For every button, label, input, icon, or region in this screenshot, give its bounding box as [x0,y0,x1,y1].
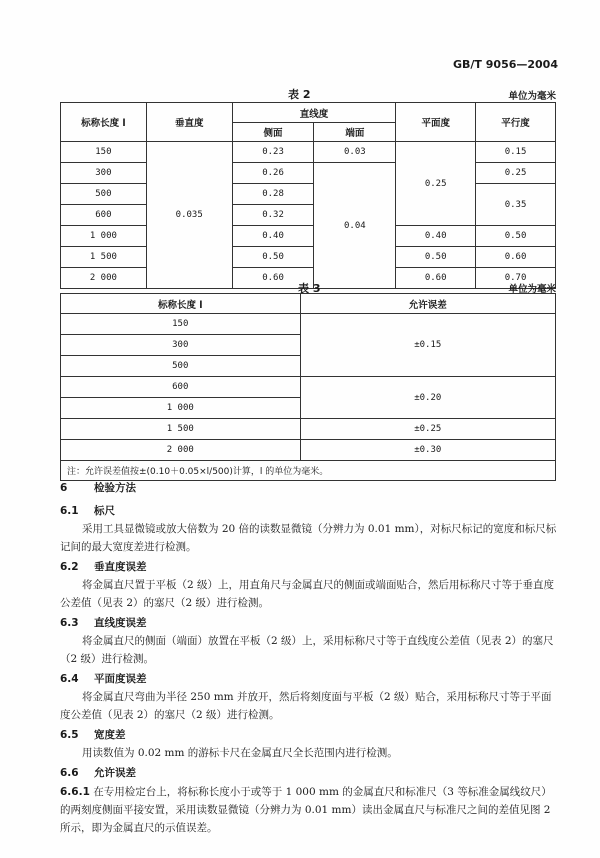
t2-parallel: 0.35 [476,184,556,226]
clause-title: 宽度差 [94,729,126,741]
clause-number: 6.6.1 [60,786,90,798]
clause-text: 用读数值为 0.02 mm 的游标卡尺在金属直尺全长范围内进行检测。 [82,747,398,759]
clause-text: 将金属直尺置于平板（2 级）上，用直角尺与金属直尺的侧面或端面贴合，然后用标称尺寸等于垂直度公差值（见表 2）的塞尺（2 级）进行检测。 [60,579,555,609]
table3 [60,293,556,481]
t2-length: 600 [61,205,147,226]
clause-number: 6.3 [60,617,79,629]
t2-parallel: 0.50 [476,226,556,247]
t2-side: 0.28 [232,184,314,205]
section-title: 检验方法 [94,482,136,494]
t3-header-tolerance: 允许误差 [300,294,556,314]
clause-text: 在专用检定台上，将标称长度小于或等于 1 000 mm 的金属直尺和标准尺（3 等标准金属线纹尺）的两刻度侧面平接安置，采用读数显微镜（分辨力为 0.01 mm）读出金属直尺与标准尺之间的差值见图 2 所示，即为金属直尺的示值误差。 [60,786,552,834]
t2-perp: 0.035 [146,142,232,289]
clause-number: 6.1 [60,505,79,517]
t2-parallel: 0.25 [476,163,556,184]
clause-text: 将金属直尺弯曲为半径 250 mm 并放开，然后将刻度面与平板（2 级）贴合，采用标称尺寸等于平面度公差值（见表 2）的塞尺（2 级）进行检测。 [60,691,552,721]
table2 [60,102,556,289]
t2-side: 0.32 [232,205,314,226]
t2-header-perp: 垂直度 [146,103,232,142]
t3-tolerance: ±0.30 [300,440,556,461]
section-number: 6 [60,482,68,494]
clause-number: 6.4 [60,673,79,685]
clause-text: 采用工具显微镜或放大倍数为 20 倍的读数显微镜（分辨力为 0.01 mm），对标尺标记的宽度和标尺标记间的最大宽度差进行检测。 [60,523,557,553]
t2-flat: 0.25 [396,142,476,226]
t2-flat: 0.60 [396,268,476,289]
table2-caption: 表 2 [288,88,311,101]
clause-heading [60,615,147,630]
t2-header-straight: 直线度 [232,103,396,123]
t3-length: 600 [61,377,301,398]
clause-title: 垂直度误差 [94,561,147,573]
t2-side: 0.50 [232,247,314,268]
t2-length: 1 000 [61,226,147,247]
clause-title: 标尺 [94,505,115,517]
t2-header-length: 标称长度 l [61,103,147,142]
section-6-heading [60,480,136,495]
t3-length: 1 000 [61,398,301,419]
clause-heading [60,671,147,686]
t2-end: 0.03 [314,142,396,163]
t3-tolerance: ±0.25 [300,419,556,440]
clause-number: 6.2 [60,561,79,573]
t2-side: 0.23 [232,142,314,163]
t2-header-side: 侧面 [232,123,314,142]
t2-parallel: 0.70 [476,268,556,289]
t3-tolerance: ±0.15 [300,314,556,377]
clause-title: 直线度误差 [94,617,147,629]
table2-unit: 单位为毫米 [508,91,556,102]
clause-number: 6.5 [60,729,79,741]
t2-flat: 0.40 [396,226,476,247]
t3-header-length: 标称长度 l [61,294,301,314]
t2-side: 0.26 [232,163,314,184]
clause-text: 将金属直尺的侧面（端面）放置在平板（2 级）上，采用标称尺寸等于直线度公差值（见表 2）的塞尺（2 级）进行检测。 [60,635,554,665]
table3-caption: 表 3 [298,282,321,295]
t3-tolerance: ±0.20 [300,377,556,419]
t3-length: 500 [61,356,301,377]
clause-6-6-1 [60,783,558,837]
t3-note: 注：允许误差值按±(0.10＋0.05×l/500)计算，l 的单位为毫米。 [61,461,556,481]
t3-length: 300 [61,335,301,356]
t3-length: 1 500 [61,419,301,440]
clause-number: 6.6 [60,767,79,779]
t2-length: 2 000 [61,268,147,289]
clause-heading [60,559,147,574]
t2-header-parallel: 平行度 [476,103,556,142]
t3-length: 2 000 [61,440,301,461]
clause-heading [60,727,126,742]
clause-title: 平面度误差 [94,673,147,685]
t2-length: 1 500 [61,247,147,268]
clause-heading [60,503,115,518]
t2-side: 0.60 [232,268,314,289]
t2-side: 0.40 [232,226,314,247]
t2-end: 0.04 [314,163,396,289]
t2-length: 500 [61,184,147,205]
clause-title: 允许误差 [94,767,136,779]
clause-heading [60,765,136,780]
t2-flat: 0.50 [396,247,476,268]
t2-parallel: 0.15 [476,142,556,163]
t2-header-flat: 平面度 [396,103,476,142]
t2-length: 300 [61,163,147,184]
t2-header-end: 端面 [314,123,396,142]
t2-parallel: 0.60 [476,247,556,268]
t3-length: 150 [61,314,301,335]
t2-length: 150 [61,142,147,163]
standard-number: GB/T 9056—2004 [453,58,558,71]
table3-unit: 单位为毫米 [508,284,556,295]
